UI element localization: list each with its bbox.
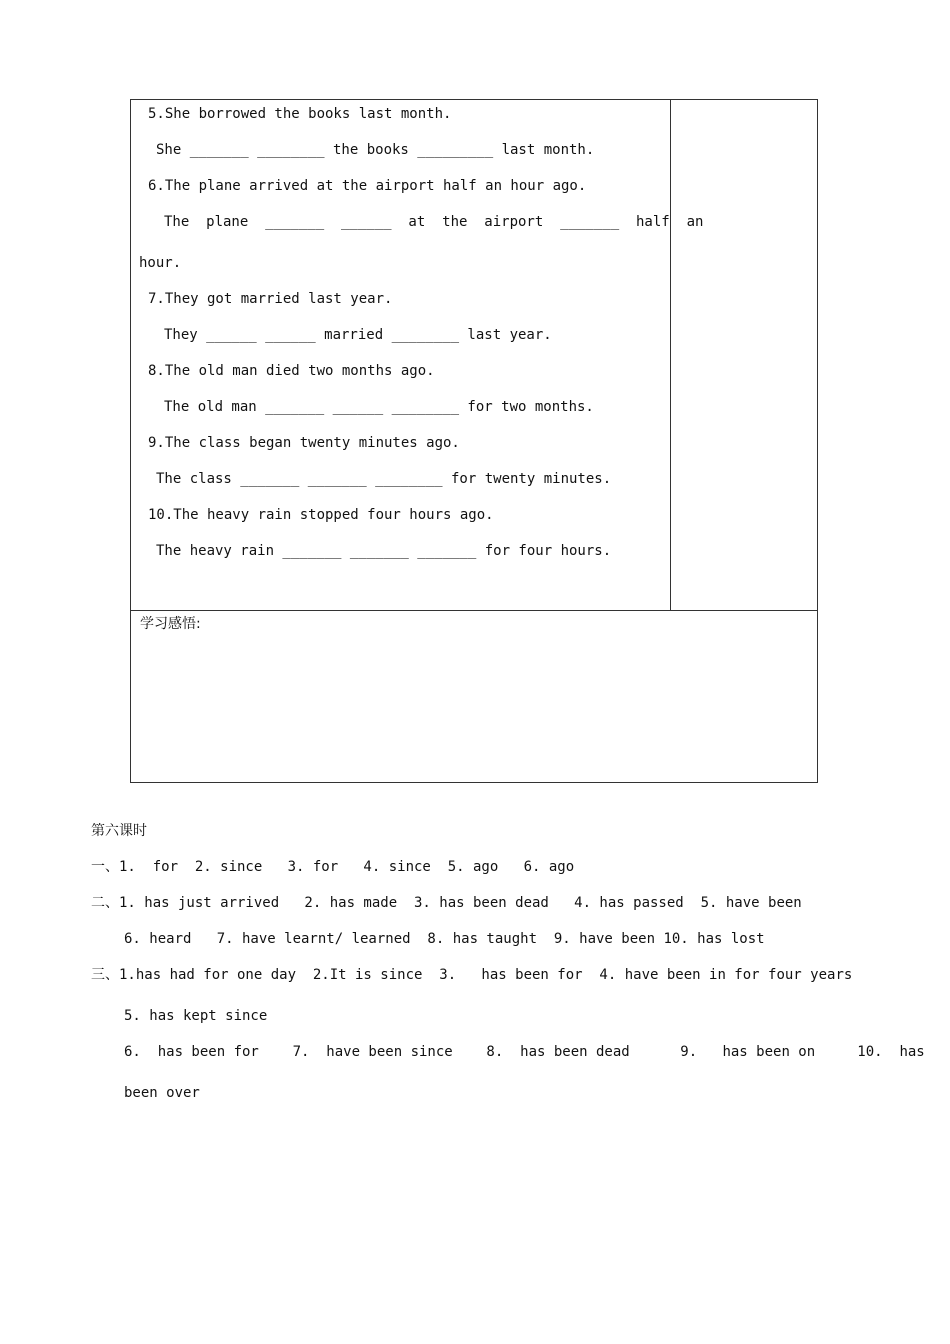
- question-6-blank: The plane _______ ______ at the airport _______ half an: [164, 214, 704, 230]
- answers-part-1: 一、1. for 2. since 3. for 4. since 5. ago 6. ago: [91, 859, 575, 875]
- answers-part-2: 二、1. has just arrived 2. has made 3. has been dead 4. has passed 5. have been: [91, 895, 802, 911]
- question-6-blank-cont: hour.: [139, 255, 182, 271]
- answers-part-3-line-3: 6. has been for 7. have been since 8. has been dead 9. has been on 10. has: [124, 1044, 925, 1060]
- answers-part-3-line-2: 5. has kept since: [124, 1008, 268, 1024]
- question-5-prompt: 5.She borrowed the books last month.: [148, 106, 452, 122]
- answers-title: 第六课时: [91, 823, 147, 839]
- question-8-blank: The old man _______ ______ ________ for two months.: [164, 399, 594, 415]
- question-5-blank: She _______ ________ the books _________ last month.: [156, 142, 595, 158]
- row-divider: [131, 610, 817, 611]
- answers-part-3: 三、1.has had for one day 2.It is since 3. has been for 4. have been in for four years: [91, 967, 853, 983]
- question-10-blank: The heavy rain _______ _______ _______ for four hours.: [156, 543, 612, 559]
- answers-part-3-line-4: been over: [124, 1085, 200, 1101]
- exercise-table: [130, 99, 818, 783]
- question-7-blank: They ______ ______ married ________ last year.: [164, 327, 552, 343]
- question-8-prompt: 8.The old man died two months ago.: [148, 363, 435, 379]
- question-9-prompt: 9.The class began twenty minutes ago.: [148, 435, 460, 451]
- question-7-prompt: 7.They got married last year.: [148, 291, 393, 307]
- question-6-prompt: 6.The plane arrived at the airport half an hour ago.: [148, 178, 587, 194]
- question-9-blank: The class _______ _______ ________ for twenty minutes.: [156, 471, 612, 487]
- answers-part-2-cont: 6. heard 7. have learnt/ learned 8. has taught 9. have been 10. has lost: [124, 931, 765, 947]
- question-10-prompt: 10.The heavy rain stopped four hours ago.: [148, 507, 494, 523]
- reflection-label: 学习感悟:: [140, 616, 201, 632]
- column-divider: [670, 100, 671, 610]
